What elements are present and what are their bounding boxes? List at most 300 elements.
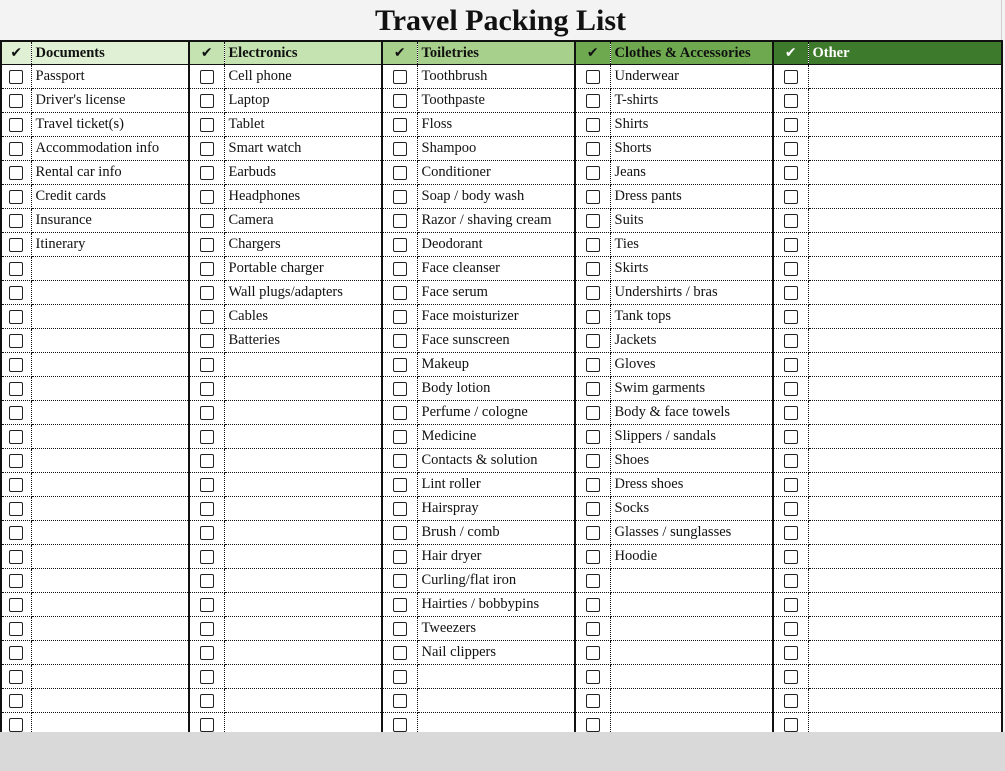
item-cell-electronics[interactable]: Wall plugs/adapters xyxy=(224,281,382,305)
item-cell-electronics[interactable] xyxy=(224,473,382,497)
checkbox-icon[interactable] xyxy=(9,286,23,300)
checkbox-icon[interactable] xyxy=(393,214,407,228)
checkbox-icon[interactable] xyxy=(200,406,214,420)
checkbox-icon[interactable] xyxy=(784,70,798,84)
item-cell-documents[interactable]: Credit cards xyxy=(31,185,189,209)
checkbox-icon[interactable] xyxy=(9,694,23,708)
checkbox-icon[interactable] xyxy=(586,310,600,324)
checkbox-cell xyxy=(189,593,224,617)
checkbox-icon[interactable] xyxy=(9,718,23,732)
checkbox-icon[interactable] xyxy=(9,598,23,612)
item-cell-toiletries[interactable]: Face moisturizer xyxy=(417,305,575,329)
item-cell-clothes[interactable]: Gloves xyxy=(610,353,773,377)
item-cell-other[interactable] xyxy=(808,281,1002,305)
checkbox-icon[interactable] xyxy=(586,94,600,108)
checkbox-icon[interactable] xyxy=(200,286,214,300)
checkbox-cell xyxy=(1,521,31,545)
item-cell-other[interactable] xyxy=(808,569,1002,593)
checkbox-icon[interactable] xyxy=(200,214,214,228)
item-cell-toiletries[interactable]: Makeup xyxy=(417,353,575,377)
checkbox-icon[interactable] xyxy=(784,382,798,396)
item-cell-toiletries[interactable]: Lint roller xyxy=(417,473,575,497)
checkbox-icon[interactable] xyxy=(9,382,23,396)
checkbox-icon[interactable] xyxy=(784,142,798,156)
checkbox-icon[interactable] xyxy=(9,478,23,492)
checkbox-icon[interactable] xyxy=(200,622,214,636)
item-cell-other[interactable] xyxy=(808,593,1002,617)
checkbox-icon[interactable] xyxy=(200,358,214,372)
checkbox-cell xyxy=(189,401,224,425)
checkbox-icon[interactable] xyxy=(393,478,407,492)
item-cell-other[interactable] xyxy=(808,89,1002,113)
checkmark-icon: ✔ xyxy=(10,44,23,61)
checkbox-cell xyxy=(773,449,808,473)
item-cell-documents[interactable] xyxy=(31,569,189,593)
item-cell-toiletries[interactable]: Toothbrush xyxy=(417,65,575,89)
item-cell-clothes[interactable]: Glasses / sunglasses xyxy=(610,521,773,545)
checkbox-icon[interactable] xyxy=(784,694,798,708)
checkbox-icon[interactable] xyxy=(586,70,600,84)
item-cell-toiletries[interactable] xyxy=(417,665,575,689)
item-cell-electronics[interactable] xyxy=(224,497,382,521)
checkbox-icon[interactable] xyxy=(393,598,407,612)
item-cell-toiletries[interactable] xyxy=(417,689,575,713)
checkbox-cell xyxy=(575,233,610,257)
item-cell-electronics[interactable]: Laptop xyxy=(224,89,382,113)
item-cell-electronics[interactable] xyxy=(224,353,382,377)
checkbox-icon[interactable] xyxy=(200,70,214,84)
checkbox-icon[interactable] xyxy=(200,646,214,660)
checkbox-icon[interactable] xyxy=(784,502,798,516)
item-cell-documents[interactable]: Accommodation info xyxy=(31,137,189,161)
checkbox-icon[interactable] xyxy=(9,118,23,132)
item-cell-clothes[interactable] xyxy=(610,617,773,641)
checkbox-icon[interactable] xyxy=(393,190,407,204)
checkbox-icon[interactable] xyxy=(393,646,407,660)
item-cell-clothes[interactable]: Swim garments xyxy=(610,377,773,401)
checkbox-cell xyxy=(189,209,224,233)
checkbox-icon[interactable] xyxy=(9,334,23,348)
checkbox-icon[interactable] xyxy=(586,358,600,372)
checkbox-icon[interactable] xyxy=(9,646,23,660)
checkbox-icon[interactable] xyxy=(200,166,214,180)
item-cell-documents[interactable] xyxy=(31,665,189,689)
item-cell-documents[interactable]: Travel ticket(s) xyxy=(31,113,189,137)
checkbox-icon[interactable] xyxy=(586,406,600,420)
checkbox-icon[interactable] xyxy=(200,694,214,708)
item-cell-documents[interactable] xyxy=(31,545,189,569)
checkbox-icon[interactable] xyxy=(9,550,23,564)
item-cell-toiletries[interactable]: Tweezers xyxy=(417,617,575,641)
checkbox-icon[interactable] xyxy=(784,454,798,468)
item-cell-other[interactable] xyxy=(808,401,1002,425)
item-cell-documents[interactable] xyxy=(31,401,189,425)
checkbox-icon[interactable] xyxy=(393,502,407,516)
item-cell-electronics[interactable]: Batteries xyxy=(224,329,382,353)
item-cell-electronics[interactable]: Camera xyxy=(224,209,382,233)
item-cell-other[interactable] xyxy=(808,497,1002,521)
checkbox-icon[interactable] xyxy=(200,526,214,540)
checkbox-icon[interactable] xyxy=(393,238,407,252)
grid-line xyxy=(188,732,189,771)
checkbox-icon[interactable] xyxy=(784,310,798,324)
checkbox-icon[interactable] xyxy=(393,94,407,108)
item-cell-electronics[interactable] xyxy=(224,617,382,641)
checkbox-icon[interactable] xyxy=(784,574,798,588)
item-cell-toiletries[interactable]: Hairspray xyxy=(417,497,575,521)
item-cell-electronics[interactable] xyxy=(224,425,382,449)
checkbox-icon[interactable] xyxy=(200,118,214,132)
item-cell-other[interactable] xyxy=(808,521,1002,545)
checkbox-icon[interactable] xyxy=(784,718,798,732)
checkbox-icon[interactable] xyxy=(586,334,600,348)
check-header-toiletries xyxy=(382,41,417,65)
item-cell-clothes[interactable] xyxy=(610,593,773,617)
item-cell-clothes[interactable]: Body & face towels xyxy=(610,401,773,425)
item-cell-electronics[interactable]: Chargers xyxy=(224,233,382,257)
checkbox-cell xyxy=(382,233,417,257)
item-cell-clothes[interactable] xyxy=(610,689,773,713)
item-cell-other[interactable] xyxy=(808,617,1002,641)
checkbox-icon[interactable] xyxy=(586,286,600,300)
item-cell-clothes[interactable]: Skirts xyxy=(610,257,773,281)
checkbox-icon[interactable] xyxy=(586,622,600,636)
item-cell-documents[interactable]: Driver's license xyxy=(31,89,189,113)
item-cell-other[interactable] xyxy=(808,377,1002,401)
checkbox-icon[interactable] xyxy=(200,550,214,564)
item-cell-electronics[interactable] xyxy=(224,689,382,713)
checkbox-icon[interactable] xyxy=(200,310,214,324)
item-cell-electronics[interactable]: Portable charger xyxy=(224,257,382,281)
checkbox-icon[interactable] xyxy=(586,166,600,180)
item-cell-toiletries[interactable]: Perfume / cologne xyxy=(417,401,575,425)
item-cell-toiletries[interactable]: Nail clippers xyxy=(417,641,575,665)
item-cell-toiletries[interactable]: Face cleanser xyxy=(417,257,575,281)
item-cell-other[interactable] xyxy=(808,233,1002,257)
checkbox-icon[interactable] xyxy=(393,574,407,588)
checkbox-icon[interactable] xyxy=(393,358,407,372)
checkbox-icon[interactable] xyxy=(9,670,23,684)
checkbox-icon[interactable] xyxy=(586,238,600,252)
item-cell-toiletries[interactable]: Conditioner xyxy=(417,161,575,185)
item-cell-toiletries[interactable]: Floss xyxy=(417,113,575,137)
item-cell-toiletries[interactable]: Hair dryer xyxy=(417,545,575,569)
item-cell-clothes[interactable]: Hoodie xyxy=(610,545,773,569)
item-cell-documents[interactable] xyxy=(31,353,189,377)
checkbox-icon[interactable] xyxy=(200,238,214,252)
item-cell-clothes[interactable]: Underwear xyxy=(610,65,773,89)
checkbox-icon[interactable] xyxy=(9,70,23,84)
item-cell-clothes[interactable]: Suits xyxy=(610,209,773,233)
checkbox-icon[interactable] xyxy=(200,382,214,396)
item-cell-other[interactable] xyxy=(808,665,1002,689)
checkbox-icon[interactable] xyxy=(784,526,798,540)
item-cell-clothes[interactable]: Tank tops xyxy=(610,305,773,329)
checkbox-icon[interactable] xyxy=(393,454,407,468)
item-cell-other[interactable] xyxy=(808,65,1002,89)
header-toiletries: Toiletries xyxy=(417,41,575,65)
checkbox-icon[interactable] xyxy=(9,502,23,516)
item-cell-documents[interactable] xyxy=(31,329,189,353)
item-cell-documents[interactable] xyxy=(31,641,189,665)
item-cell-other[interactable] xyxy=(808,689,1002,713)
checkbox-icon[interactable] xyxy=(393,526,407,540)
item-cell-clothes[interactable] xyxy=(610,665,773,689)
item-cell-documents[interactable] xyxy=(31,281,189,305)
item-cell-other[interactable] xyxy=(808,209,1002,233)
item-cell-documents[interactable] xyxy=(31,473,189,497)
item-cell-toiletries[interactable]: Deodorant xyxy=(417,233,575,257)
item-cell-clothes[interactable]: Shirts xyxy=(610,113,773,137)
item-cell-documents[interactable] xyxy=(31,521,189,545)
checkbox-icon[interactable] xyxy=(784,670,798,684)
item-cell-documents[interactable] xyxy=(31,617,189,641)
item-cell-documents[interactable] xyxy=(31,593,189,617)
item-cell-documents[interactable]: Insurance xyxy=(31,209,189,233)
checkbox-cell xyxy=(575,545,610,569)
item-cell-toiletries[interactable]: Razor / shaving cream xyxy=(417,209,575,233)
checkbox-icon[interactable] xyxy=(393,382,407,396)
item-cell-clothes[interactable]: Dress pants xyxy=(610,185,773,209)
item-cell-toiletries[interactable]: Toothpaste xyxy=(417,89,575,113)
checkbox-icon[interactable] xyxy=(200,334,214,348)
checkbox-icon[interactable] xyxy=(9,190,23,204)
checkbox-icon[interactable] xyxy=(9,262,23,276)
checkbox-icon[interactable] xyxy=(784,286,798,300)
item-cell-electronics[interactable] xyxy=(224,569,382,593)
checkbox-icon[interactable] xyxy=(200,94,214,108)
item-cell-documents[interactable] xyxy=(31,377,189,401)
item-cell-electronics[interactable]: Tablet xyxy=(224,113,382,137)
checkbox-icon[interactable] xyxy=(9,406,23,420)
checkbox-icon[interactable] xyxy=(784,406,798,420)
item-cell-documents[interactable] xyxy=(31,257,189,281)
item-cell-clothes[interactable]: Undershirts / bras xyxy=(610,281,773,305)
checkbox-icon[interactable] xyxy=(9,94,23,108)
checkbox-icon[interactable] xyxy=(393,142,407,156)
item-cell-clothes[interactable] xyxy=(610,641,773,665)
checkbox-icon[interactable] xyxy=(200,430,214,444)
item-cell-toiletries[interactable]: Contacts & solution xyxy=(417,449,575,473)
item-cell-other[interactable] xyxy=(808,353,1002,377)
item-cell-toiletries[interactable]: Body lotion xyxy=(417,377,575,401)
checkbox-icon[interactable] xyxy=(586,454,600,468)
checkbox-icon[interactable] xyxy=(393,718,407,732)
item-cell-toiletries[interactable]: Curling/flat iron xyxy=(417,569,575,593)
item-cell-electronics[interactable]: Headphones xyxy=(224,185,382,209)
checkbox-icon[interactable] xyxy=(9,310,23,324)
item-cell-other[interactable] xyxy=(808,545,1002,569)
checkbox-cell xyxy=(575,305,610,329)
item-cell-other[interactable] xyxy=(808,449,1002,473)
item-cell-clothes[interactable]: Ties xyxy=(610,233,773,257)
checkbox-icon[interactable] xyxy=(200,598,214,612)
checkbox-icon[interactable] xyxy=(586,526,600,540)
item-cell-other[interactable] xyxy=(808,641,1002,665)
checkbox-icon[interactable] xyxy=(784,94,798,108)
checkbox-icon[interactable] xyxy=(586,574,600,588)
item-cell-toiletries[interactable]: Face sunscreen xyxy=(417,329,575,353)
item-cell-documents[interactable] xyxy=(31,449,189,473)
checkbox-icon[interactable] xyxy=(393,694,407,708)
checkbox-icon[interactable] xyxy=(784,430,798,444)
item-cell-other[interactable] xyxy=(808,329,1002,353)
item-cell-clothes[interactable]: Shorts xyxy=(610,137,773,161)
item-cell-clothes[interactable]: Dress shoes xyxy=(610,473,773,497)
checkbox-icon[interactable] xyxy=(586,430,600,444)
item-cell-electronics[interactable] xyxy=(224,401,382,425)
checkbox-icon[interactable] xyxy=(586,382,600,396)
checkbox-icon[interactable] xyxy=(9,142,23,156)
checkbox-icon[interactable] xyxy=(586,670,600,684)
checkbox-cell xyxy=(1,569,31,593)
item-cell-other[interactable] xyxy=(808,137,1002,161)
checkbox-icon[interactable] xyxy=(9,574,23,588)
checkbox-cell xyxy=(773,401,808,425)
checkbox-icon[interactable] xyxy=(200,502,214,516)
checkbox-icon[interactable] xyxy=(393,550,407,564)
checkbox-icon[interactable] xyxy=(784,358,798,372)
checkbox-icon[interactable] xyxy=(9,166,23,180)
checkbox-icon[interactable] xyxy=(784,334,798,348)
checkbox-icon[interactable] xyxy=(784,118,798,132)
checkbox-icon[interactable] xyxy=(9,454,23,468)
checkbox-icon[interactable] xyxy=(784,262,798,276)
checkbox-icon[interactable] xyxy=(586,190,600,204)
checkbox-icon[interactable] xyxy=(200,574,214,588)
checkbox-icon[interactable] xyxy=(393,118,407,132)
checkbox-icon[interactable] xyxy=(586,718,600,732)
item-cell-toiletries[interactable]: Medicine xyxy=(417,425,575,449)
checkbox-icon[interactable] xyxy=(784,598,798,612)
checkbox-cell xyxy=(382,401,417,425)
item-cell-documents[interactable]: Itinerary xyxy=(31,233,189,257)
checkbox-icon[interactable] xyxy=(586,478,600,492)
checkbox-icon[interactable] xyxy=(784,214,798,228)
checkbox-cell xyxy=(189,497,224,521)
item-cell-electronics[interactable] xyxy=(224,641,382,665)
item-cell-toiletries[interactable]: Hairties / bobbypins xyxy=(417,593,575,617)
item-cell-toiletries[interactable]: Face serum xyxy=(417,281,575,305)
table-row xyxy=(1,617,1002,641)
checkbox-icon[interactable] xyxy=(200,454,214,468)
checkbox-icon[interactable] xyxy=(586,646,600,660)
item-cell-electronics[interactable]: Cell phone xyxy=(224,65,382,89)
checkbox-icon[interactable] xyxy=(200,718,214,732)
checkbox-icon[interactable] xyxy=(393,622,407,636)
item-cell-other[interactable] xyxy=(808,473,1002,497)
item-cell-documents[interactable]: Rental car info xyxy=(31,161,189,185)
item-cell-other[interactable] xyxy=(808,425,1002,449)
item-cell-toiletries[interactable]: Shampoo xyxy=(417,137,575,161)
checkbox-icon[interactable] xyxy=(393,166,407,180)
checkbox-icon[interactable] xyxy=(393,262,407,276)
item-cell-toiletries[interactable]: Soap / body wash xyxy=(417,185,575,209)
item-cell-clothes[interactable]: Jackets xyxy=(610,329,773,353)
checkbox-icon[interactable] xyxy=(586,142,600,156)
item-cell-clothes[interactable]: Slippers / sandals xyxy=(610,425,773,449)
item-cell-electronics[interactable] xyxy=(224,449,382,473)
item-cell-toiletries[interactable]: Brush / comb xyxy=(417,521,575,545)
item-cell-other[interactable] xyxy=(808,113,1002,137)
checkbox-icon[interactable] xyxy=(784,190,798,204)
checkbox-icon[interactable] xyxy=(784,238,798,252)
checkbox-icon[interactable] xyxy=(200,142,214,156)
checkbox-icon[interactable] xyxy=(586,502,600,516)
item-cell-electronics[interactable] xyxy=(224,521,382,545)
checkbox-icon[interactable] xyxy=(200,190,214,204)
checkbox-icon[interactable] xyxy=(586,214,600,228)
item-cell-documents[interactable] xyxy=(31,689,189,713)
checkbox-icon[interactable] xyxy=(784,622,798,636)
checkbox-icon[interactable] xyxy=(586,550,600,564)
checkbox-cell xyxy=(189,89,224,113)
item-cell-clothes[interactable]: Jeans xyxy=(610,161,773,185)
checkbox-icon[interactable] xyxy=(393,334,407,348)
item-cell-electronics[interactable] xyxy=(224,377,382,401)
checkbox-cell xyxy=(575,137,610,161)
checkbox-icon[interactable] xyxy=(784,166,798,180)
checkbox-icon[interactable] xyxy=(9,622,23,636)
checkbox-icon[interactable] xyxy=(9,358,23,372)
item-cell-clothes[interactable]: T-shirts xyxy=(610,89,773,113)
packing-list-table xyxy=(0,40,1003,738)
item-cell-clothes[interactable] xyxy=(610,569,773,593)
checkbox-icon[interactable] xyxy=(586,598,600,612)
item-cell-electronics[interactable] xyxy=(224,665,382,689)
checkbox-icon[interactable] xyxy=(586,262,600,276)
item-cell-documents[interactable]: Passport xyxy=(31,65,189,89)
item-cell-electronics[interactable]: Smart watch xyxy=(224,137,382,161)
checkbox-icon[interactable] xyxy=(9,526,23,540)
checkbox-icon[interactable] xyxy=(393,430,407,444)
checkbox-icon[interactable] xyxy=(393,406,407,420)
checkbox-icon[interactable] xyxy=(393,70,407,84)
item-cell-other[interactable] xyxy=(808,161,1002,185)
item-cell-electronics[interactable]: Earbuds xyxy=(224,161,382,185)
item-cell-other[interactable] xyxy=(808,305,1002,329)
checkbox-icon[interactable] xyxy=(9,238,23,252)
checkbox-icon[interactable] xyxy=(9,430,23,444)
checkbox-icon[interactable] xyxy=(784,550,798,564)
item-cell-documents[interactable] xyxy=(31,497,189,521)
checkbox-icon[interactable] xyxy=(9,214,23,228)
checkbox-icon[interactable] xyxy=(200,670,214,684)
checkbox-cell xyxy=(773,281,808,305)
item-cell-other[interactable] xyxy=(808,257,1002,281)
item-cell-documents[interactable] xyxy=(31,425,189,449)
item-cell-electronics[interactable] xyxy=(224,545,382,569)
item-cell-electronics[interactable] xyxy=(224,593,382,617)
item-cell-other[interactable] xyxy=(808,185,1002,209)
checkbox-icon[interactable] xyxy=(784,646,798,660)
item-cell-electronics[interactable]: Cables xyxy=(224,305,382,329)
checkbox-icon[interactable] xyxy=(586,694,600,708)
checkbox-icon[interactable] xyxy=(393,670,407,684)
checkbox-cell xyxy=(575,473,610,497)
checkbox-cell xyxy=(1,185,31,209)
checkbox-icon[interactable] xyxy=(200,262,214,276)
checkbox-icon[interactable] xyxy=(784,478,798,492)
item-cell-clothes[interactable]: Shoes xyxy=(610,449,773,473)
checkbox-icon[interactable] xyxy=(393,286,407,300)
checkbox-icon[interactable] xyxy=(393,310,407,324)
item-cell-documents[interactable] xyxy=(31,305,189,329)
checkbox-cell xyxy=(773,521,808,545)
checkbox-icon[interactable] xyxy=(586,118,600,132)
checkbox-icon[interactable] xyxy=(200,478,214,492)
item-cell-clothes[interactable]: Socks xyxy=(610,497,773,521)
